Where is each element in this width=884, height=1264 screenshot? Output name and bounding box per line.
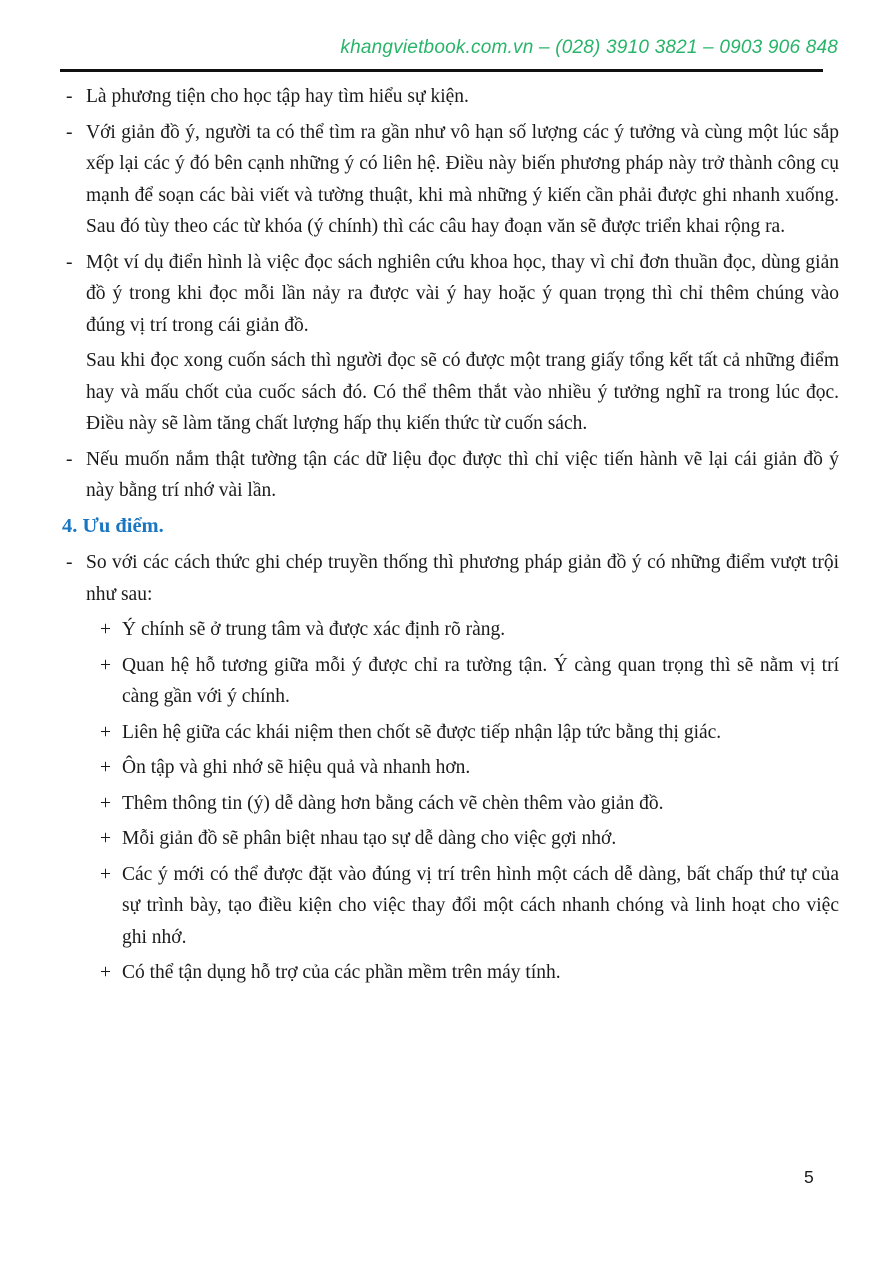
- list-item-continuation-text: Sau khi đọc xong cuốn sách thì người đọc sẽ có được một trang giấy tổng kết tất cả những điểm hay và mấu chốt của cuốc sách đó. Có thể thêm thắt vào nhiều ý tưởng nghĩ ra trong lúc đọc. Điều này sẽ làm tăng chất lượng hấp thụ kiến thức từ cuốn sách.: [86, 350, 839, 434]
- plus-marker: +: [100, 757, 111, 778]
- advantage-text: Ôn tập và ghi nhớ sẽ hiệu quả và nhanh hơn.: [122, 757, 471, 778]
- list-item: [60, 444, 839, 507]
- document-body: [60, 81, 839, 993]
- advantage-text: Có thể tận dụng hỗ trợ của các phần mềm trên máy tính.: [122, 962, 561, 983]
- list-item: [60, 117, 839, 243]
- plus-marker: +: [100, 828, 111, 849]
- advantage-text: Ý chính sẽ ở trung tâm và được xác định rõ ràng.: [122, 619, 506, 640]
- list-item: [60, 547, 839, 610]
- advantage-item: [98, 788, 839, 820]
- advantage-item: [98, 717, 839, 749]
- advantage-item: [98, 859, 839, 954]
- plus-marker: +: [100, 863, 111, 885]
- dash-marker: -: [66, 552, 73, 573]
- advantage-item: [98, 957, 839, 989]
- advantage-item: [98, 823, 839, 855]
- advantage-item: [98, 752, 839, 784]
- advantage-text: Mỗi giản đồ sẽ phân biệt nhau tạo sự dễ dàng cho việc gợi nhớ.: [122, 828, 617, 849]
- advantage-item: [98, 614, 839, 646]
- dash-marker: -: [66, 448, 73, 470]
- plus-marker: +: [100, 792, 111, 814]
- advantage-text: Thêm thông tin (ý) dễ dàng hơn bằng cách vẽ chèn thêm vào giản đồ.: [122, 792, 664, 814]
- advantage-text: Quan hệ hỗ tương giữa mỗi ý được chỉ ra tường tận. Ý càng quan trọng thì sẽ nằm vị trí càng gần với ý chính.: [122, 654, 839, 707]
- header-rule: [60, 69, 823, 72]
- plus-marker: +: [100, 654, 111, 676]
- list-item: [60, 81, 839, 113]
- list-item-text: Với giản đồ ý, người ta có thể tìm ra gần như vô hạn số lượng các ý tưởng và cùng một lúc sắp xếp lại các ý đó bên cạnh những ý có liên hệ. Điều này biến phương pháp này trở thành công cụ mạnh để soạn các bài viết và tường thuật, khi mà những ý kiến cần phải được ghi nhanh xuống. Sau đó tùy theo các từ khóa (ý chính) thì các câu hay đoạn văn sẽ được triển khai rộng ra.: [86, 121, 839, 237]
- list-item-text: Nếu muốn nắm thật tường tận các dữ liệu đọc được thì chỉ việc tiến hành vẽ lại cái giản đồ ý này bằng trí nhớ vài lần.: [86, 448, 839, 501]
- dash-marker: -: [66, 251, 73, 273]
- advantage-text: Các ý mới có thể được đặt vào đúng vị trí trên hình một cách dễ dàng, bất chấp thứ tự của sự trình bày, tạo điều kiện cho việc thay đổi một cách nhanh chóng và linh hoạt cho việc ghi nhớ.: [122, 863, 839, 948]
- list-item-text: Là phương tiện cho học tập hay tìm hiểu sự kiện.: [86, 86, 469, 107]
- plus-marker: +: [100, 962, 111, 983]
- dash-marker: -: [66, 86, 73, 107]
- plus-marker: +: [100, 619, 111, 640]
- dash-marker: -: [66, 121, 73, 143]
- list-item-text: So với các cách thức ghi chép truyền thống thì phương pháp giản đồ ý có những điểm vượt trội như sau:: [86, 552, 839, 605]
- advantage-text: Liên hệ giữa các khái niệm then chốt sẽ được tiếp nhận lập tức bằng thị giác.: [122, 721, 722, 743]
- page-number: 5: [804, 1167, 814, 1187]
- list-item: [60, 247, 839, 440]
- plus-marker: +: [100, 721, 111, 743]
- section-heading: 4. Ưu điểm.: [62, 514, 164, 537]
- page-header: [60, 37, 838, 59]
- header-contact-line: khangvietbook.com.vn – (028) 3910 3821 – 0903 906 848: [340, 37, 838, 58]
- list-item-text: Một ví dụ điển hình là việc đọc sách nghiên cứu khoa học, thay vì chỉ đơn thuần đọc, dùng giản đồ ý trong khi đọc mỗi lần nảy ra được vài ý hay hoặc ý quan trọng thì chỉ thêm chúng vào đúng vị trí trong cái giản đồ.: [86, 251, 839, 336]
- advantage-item: [98, 650, 839, 713]
